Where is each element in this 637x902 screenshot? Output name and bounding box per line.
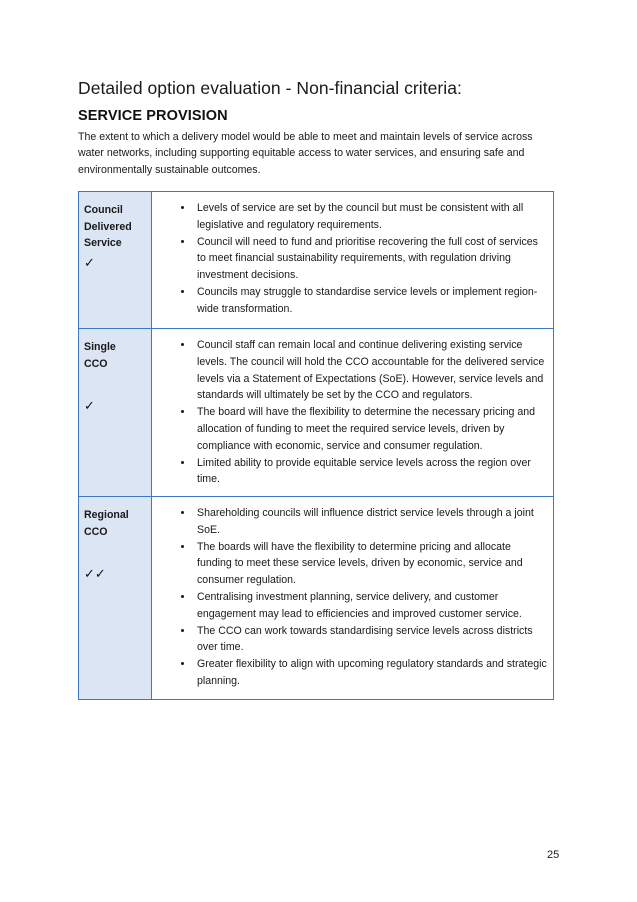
list-item: • The CCO can work towards standardising service levels across districts over time. (194, 623, 547, 657)
description-cell (152, 192, 554, 329)
bullet-list (152, 337, 547, 488)
list-item: • The board will have the flexibility to determine the necessary pricing and allocation of funding to meet the required service levels, driven by compliance with economic, service and consumer regulation. (194, 404, 547, 454)
table-row-single-cco (79, 329, 554, 497)
list-item: • Council staff can remain local and continue delivering existing service levels. The council will hold the CCO accountable for the delivered service levels via a Statement of Expectations (SoE). However, service levels and standards will ultimately be set by the CCO and regulators. (194, 337, 547, 404)
list-item: • Centralising investment planning, service delivery, and customer engagement may lead to efficiencies and improved customer service. (194, 589, 547, 623)
rating-checkmark: ✓ (84, 254, 95, 270)
page-title: Detailed option evaluation - Non-financial criteria: (78, 78, 462, 98)
section-heading: SERVICE PROVISION (78, 108, 228, 124)
option-cell (79, 329, 152, 497)
option-cell (79, 497, 152, 700)
rating-checkmark: ✓✓ (84, 566, 106, 582)
list-item: • Shareholding councils will influence district service levels through a joint SoE. (194, 505, 547, 539)
list-item: • Levels of service are set by the council but must be consistent with all legislative and regulatory requirements. (194, 200, 547, 234)
list-item: • Councils may struggle to standardise service levels or implement region-wide transformation. (194, 284, 547, 318)
description-cell (152, 329, 554, 497)
bullet-list (152, 200, 547, 318)
table-row-council-delivered-service (79, 192, 554, 329)
page-number: 25 (547, 849, 560, 861)
section-intro: The extent to which a delivery model would be able to meet and maintain levels of service across water networks, including supporting equitable access to water services, and ensuring safe and environmentally sustainable outcomes. (78, 131, 533, 176)
list-item: • Council will need to fund and prioritise recovering the full cost of services to meet financial sustainability requirements, with regulation driving investment decisions. (194, 234, 547, 284)
list-item: • The boards will have the flexibility to determine pricing and allocate funding to meet these service levels, driven by economic, service and consumer regulation. (194, 539, 547, 589)
option-name: Single CCO (84, 341, 116, 370)
option-name: Council Delivered Service (84, 204, 132, 250)
rating-checkmark: ✓ (84, 398, 95, 414)
table-row-regional-cco (79, 497, 554, 700)
option-cell (79, 192, 152, 329)
description-cell (152, 497, 554, 700)
list-item: • Greater flexibility to align with upcoming regulatory standards and strategic planning. (194, 656, 547, 690)
bullet-list (152, 505, 547, 690)
list-item: • Limited ability to provide equitable service levels across the region over time. (194, 455, 547, 489)
option-name: Regional CCO (84, 509, 129, 538)
option-evaluation-table (78, 191, 554, 700)
